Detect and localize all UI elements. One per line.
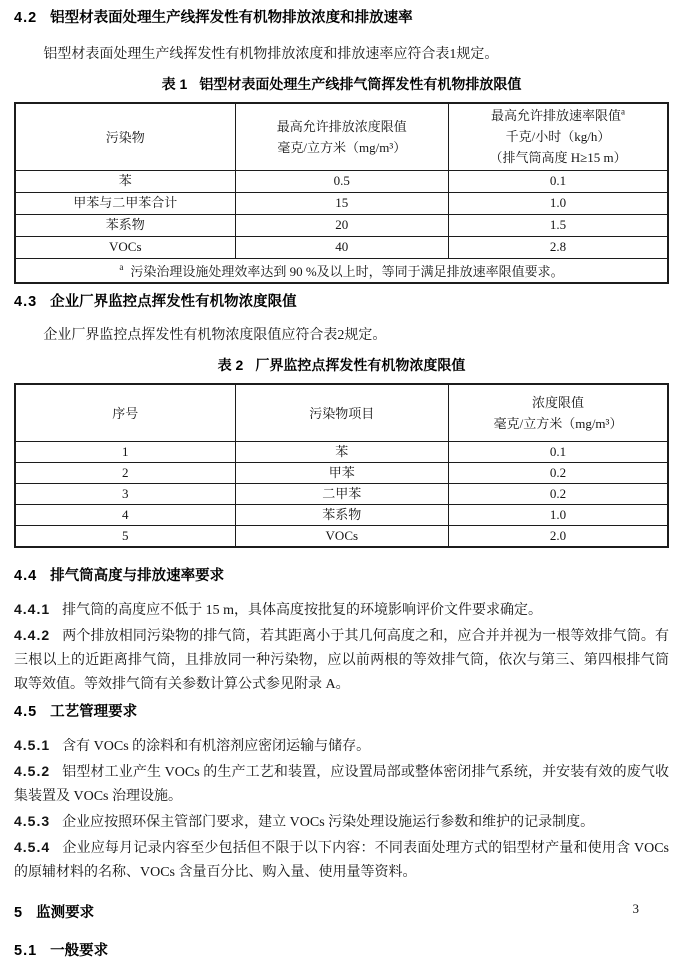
concentration-cell: 20 — [235, 214, 449, 236]
table-row — [15, 462, 668, 483]
pollutant-cell: VOCs — [15, 236, 235, 258]
section-number: 5.1 — [14, 942, 38, 959]
section-4-2-heading — [14, 9, 669, 28]
section-4-3-heading — [14, 293, 669, 312]
footnote-marker: a — [621, 106, 626, 117]
header-line — [453, 105, 663, 126]
table-2-header-item: 污染物项目 — [235, 384, 449, 441]
header-line: 千克/小时（kg/h） — [505, 129, 611, 145]
concentration-cell: 40 — [235, 236, 449, 258]
section-title: 排气筒高度与排放速率要求 — [50, 567, 225, 584]
table-2-header-row — [15, 384, 668, 441]
clause-text: 两个排放相同污染物的排气筒，若其距离小于其几何高度之和，应合并并视为一根等效排气筒。有三根以上的近距离排气筒，且排放同一种污染物，应以前两根的等效排气筒，依次与第三、第四根排气筒取等效值。等效排气筒有关参数计算公式参见附录 A。 — [14, 628, 669, 692]
section-5-heading — [14, 904, 669, 923]
pollutant-cell: 甲苯与二甲苯合计 — [15, 192, 235, 214]
header-line: 浓度限值 — [532, 394, 585, 410]
concentration-cell: 0.5 — [235, 170, 449, 192]
clause-text: 排气筒的高度应不低于 15 m，具体高度按批复的环境影响评价文件要求确定。 — [62, 602, 543, 618]
table-row — [15, 236, 668, 258]
limit-cell: 1.0 — [449, 504, 668, 525]
section-title: 工艺管理要求 — [50, 703, 138, 720]
limit-cell: 0.1 — [449, 441, 668, 462]
section-5-1-heading — [14, 942, 669, 961]
table-2-caption — [14, 356, 669, 375]
index-cell: 5 — [15, 525, 235, 547]
header-line: 毫克/立方米（mg/m³） — [493, 415, 623, 431]
section-number: 4.4 — [14, 567, 38, 584]
pollutant-cell: 苯系物 — [15, 214, 235, 236]
header-line: 毫克/立方米（mg/m³） — [277, 139, 407, 155]
table-1-caption — [14, 75, 669, 94]
page-number: 3 — [632, 901, 639, 916]
clause-4-5-4 — [14, 835, 669, 885]
table-row — [15, 192, 668, 214]
clause-text: 企业应按照环保主管部门要求，建立 VOCs 污染处理设施运行参数和维护的记录制度。 — [62, 814, 595, 830]
section-number: 4.5 — [14, 703, 38, 720]
clause-text: 含有 VOCs 的涂料和有机溶剂应密闭运输与储存。 — [62, 738, 371, 754]
table-1-header-concentration — [235, 103, 449, 170]
index-cell: 1 — [15, 441, 235, 462]
table-row — [15, 483, 668, 504]
table-row — [15, 170, 668, 192]
table-row — [15, 441, 668, 462]
clause-number: 4.5.2 — [14, 762, 51, 779]
clause-4-4-2 — [14, 623, 669, 697]
item-cell: 甲苯 — [235, 462, 449, 483]
section-4-3-paragraph: 企业厂界监控点挥发性有机物浓度限值应符合表2规定。 — [43, 328, 387, 343]
table-2-header-index: 序号 — [15, 384, 235, 441]
limit-cell: 2.0 — [449, 525, 668, 547]
limit-cell: 0.2 — [449, 462, 668, 483]
table-1-header-pollutant: 污染物 — [15, 103, 235, 170]
table-1-caption-title: 铝型材表面处理生产线排气筒挥发性有机物排放限值 — [199, 76, 522, 92]
table-1-emission-limits — [14, 102, 669, 284]
clause-number: 4.5.1 — [14, 736, 51, 753]
section-title: 一般要求 — [50, 942, 109, 959]
limit-cell: 0.2 — [449, 483, 668, 504]
table-2-boundary-limits — [14, 383, 669, 548]
section-4-4-heading — [14, 567, 669, 586]
header-line: （排气筒高度 H≥15 m） — [489, 150, 627, 166]
table-row — [15, 214, 668, 236]
clause-number: 4.4.2 — [14, 626, 51, 643]
item-cell: VOCs — [235, 525, 449, 547]
clause-4-4-1 — [14, 597, 669, 623]
section-number: 4.3 — [14, 294, 38, 310]
clause-text: 企业应每月记录内容至少包括但不限于以下内容：不同表面处理方式的铝型材产量和使用含 VOCs 的原辅材料的名称、VOCs 含量百分比、购入量、使用量等资料。 — [14, 840, 669, 880]
footnote-marker: a — [119, 262, 124, 273]
rate-cell: 0.1 — [449, 170, 668, 192]
header-line: 最高允许排放浓度限值 — [276, 118, 407, 134]
rate-cell: 1.0 — [449, 192, 668, 214]
section-number: 5 — [14, 904, 24, 921]
index-cell: 3 — [15, 483, 235, 504]
clause-4-5-3 — [14, 809, 669, 835]
clause-4-5-1 — [14, 733, 669, 759]
table-2-caption-label: 表 2 — [217, 357, 244, 373]
table-2-header-limit — [449, 384, 668, 441]
item-cell: 苯 — [235, 441, 449, 462]
clause-number: 4.5.3 — [14, 812, 51, 829]
section-number: 4.2 — [14, 10, 38, 26]
rate-cell: 1.5 — [449, 214, 668, 236]
index-cell: 4 — [15, 504, 235, 525]
table-row — [15, 504, 668, 525]
index-cell: 2 — [15, 462, 235, 483]
table-1-header-row — [15, 103, 668, 170]
section-title: 企业厂界监控点挥发性有机物浓度限值 — [50, 294, 297, 310]
clause-4-5-2 — [14, 759, 669, 809]
table-1-caption-label: 表 1 — [161, 76, 188, 92]
section-4-2-paragraph: 铝型材表面处理生产线挥发性有机物排放浓度和排放速率应符合表1规定。 — [43, 47, 499, 62]
clause-text: 铝型材工业产生 VOCs 的生产工艺和装置，应设置局部或整体密闭排气系统，并安装有效的废气收集装置及 VOCs 治理设施。 — [14, 764, 669, 804]
clause-number: 4.4.1 — [14, 600, 51, 617]
table-2-caption-title: 厂界监控点挥发性有机物浓度限值 — [255, 357, 466, 373]
header-text: 最高允许排放速率限值 — [491, 108, 622, 124]
footnote-text: 污染治理设施处理效率达到 90 %及以上时，等同于满足排放速率限值要求。 — [130, 263, 564, 279]
section-4-5-heading — [14, 703, 669, 722]
section-title: 监测要求 — [36, 904, 95, 921]
table-1-header-rate — [449, 103, 668, 170]
concentration-cell: 15 — [235, 192, 449, 214]
item-cell: 二甲苯 — [235, 483, 449, 504]
table-1-footnote-row — [15, 258, 668, 283]
section-title: 铝型材表面处理生产线挥发性有机物排放浓度和排放速率 — [50, 10, 413, 26]
table-row — [15, 525, 668, 547]
rate-cell: 2.8 — [449, 236, 668, 258]
table-1-footnote — [15, 258, 668, 283]
clause-number: 4.5.4 — [14, 838, 51, 855]
pollutant-cell: 苯 — [15, 170, 235, 192]
item-cell: 苯系物 — [235, 504, 449, 525]
